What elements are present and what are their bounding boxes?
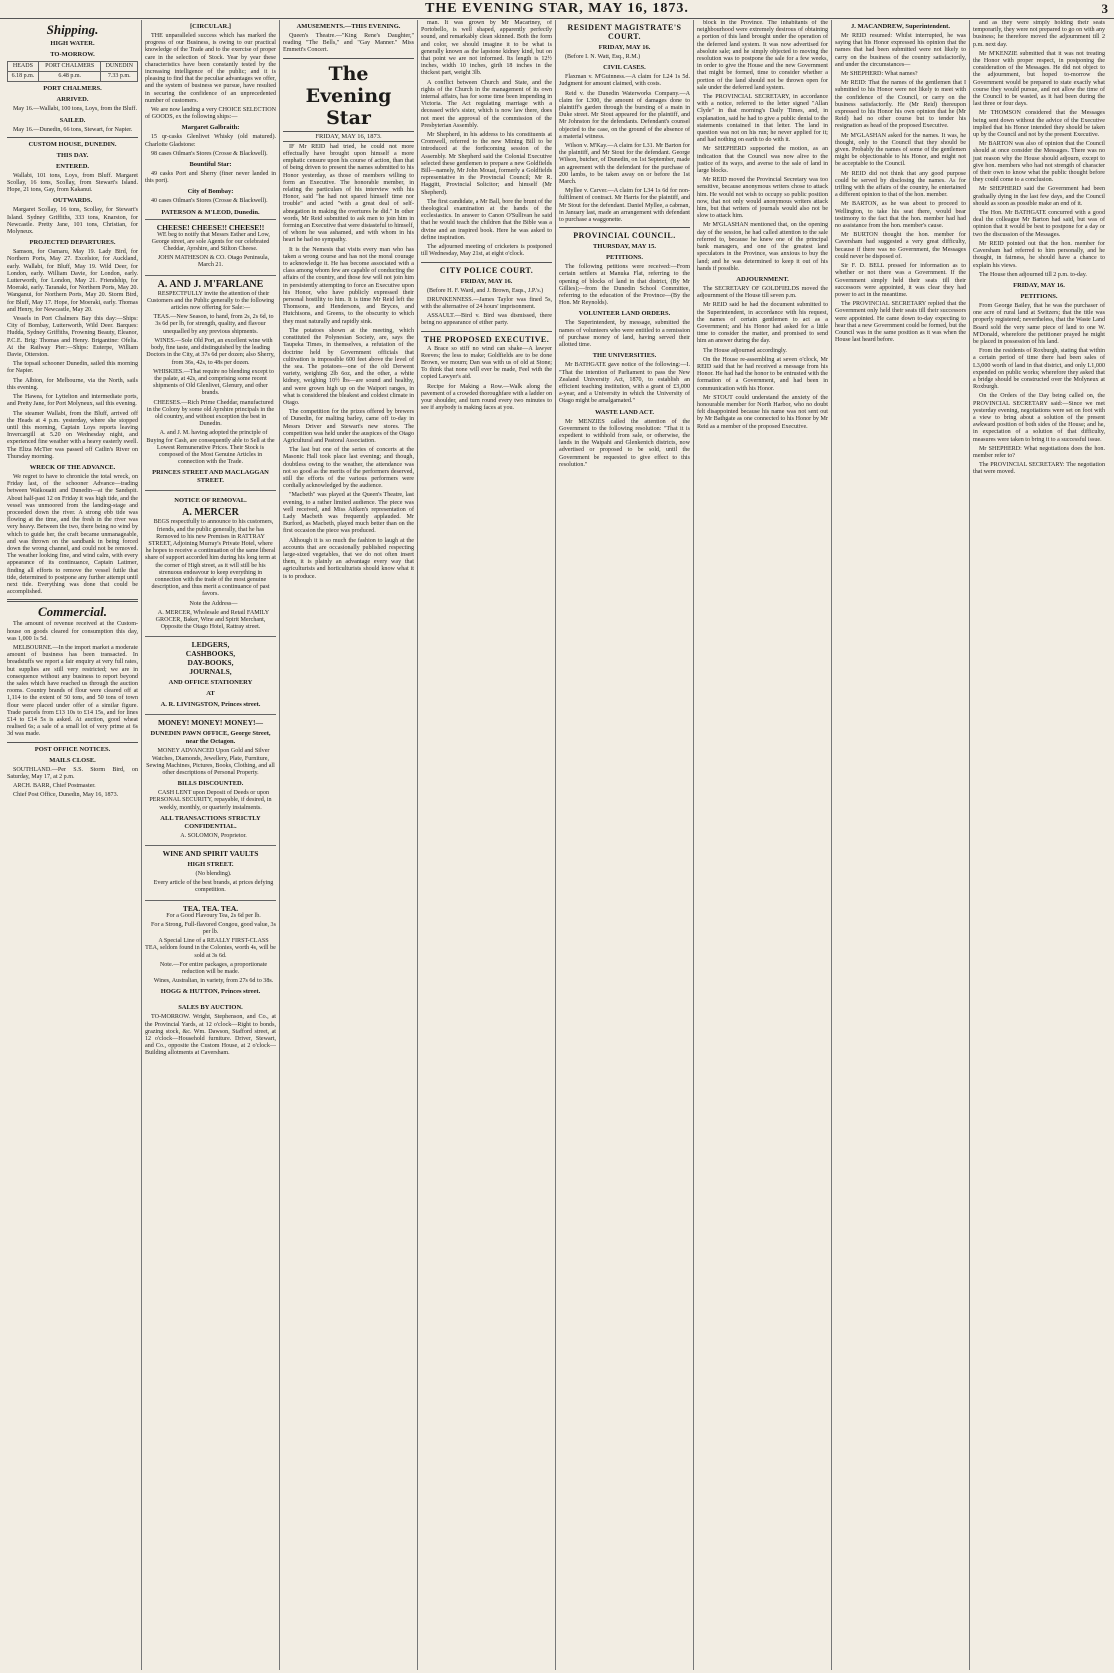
civil-heading: CIVIL CASES. [603,64,646,72]
column-1 [4,20,142,1670]
divider [421,262,552,263]
divider [421,331,552,332]
shipping-heading: Shipping. [46,22,99,37]
projected-heading: PROJECTED DEPARTURES. [29,239,116,247]
cheese-heading: CHEESE! CHEESE!! CHEESE!! [156,222,265,232]
council-paragraph: The PROVINCIAL SECRETARY replied that the Government only held their seats till their successors were appointed. He came down to-day expecting to hear that a new Government could be formed, but the Council was in the same position as it was when the House last heard before. [835,301,966,344]
margaret-heading: Margaret Galbraith: [181,124,240,132]
cellar-text: We are now landing a very CHOICE SELECTION of GOODS, ex the following ships:— [145,107,276,121]
leader-paragraph: IF Mr REID had tried, he could not more effectually have brought upon himself a more emphatic censure upon his course of action, than that of being driven to present the names submitted to his Honor yesterday, as those of members willing to form an Executive. The honorable member, in relating the particulars of his interview with his Honor, said "he had not spared himself time nor trouble" and acted "with a great deal of self-abnegation in making the overtures he did." In other words, Mr Reid submitted to ask men to join him in forming an Executive that were distasteful to himself, of whom he was ashamed, and with whom in his heart he had no sympathy. [283,143,414,244]
recipe-text: Recipe for Making a Row.—Walk along the pavement of a crowded thoroughfare with a ladder on your shoulder, and turn round every two minutes to see if anybody is making faces at you. [421,383,552,412]
tea-line-1: For a Good Flavoury Tea, 2s 6d per lb. [166,912,261,919]
tide-heads-label: HEADS [8,62,39,72]
page-number: 3 [1101,1,1108,16]
petitions-heading: PETITIONS. [1020,292,1058,300]
tea-heading: TEA. TEA. TEA. [182,903,239,913]
sales-heading: SALES BY AUCTION. [178,1004,243,1012]
entered-text: Wallabi, 101 tons, Loys, from Bluff. Margaret Scollay, 16 tons, Scollay, from Stewart's Island. Hope, 21 tons, Gay, from Kakanui. [7,172,138,194]
waste-land-heading: WASTE LAND ACT. [595,408,654,416]
news-paragraph: The adjourned meeting of cricketers is postponed till Wednesday, May 21st, at eight o'clock. [421,244,552,258]
this-day-heading: THIS DAY. [56,151,89,159]
po-date: Chief Post Office, Dunedin, May 16, 1873. [13,792,119,799]
masthead-title: THE EVENING STAR, MAY 16, 1873. [425,1,689,16]
council-paragraph: Mr REID said he had the document submitted to the Superintendent, in accordance with his request, the names of certain gentlemen to act as a Government; and his Honor had asked for a little time to consider the matter, and promised to send him an answer during the day. [697,302,828,345]
ledgers-heading: LEDGERS, [191,640,230,650]
petitions-heading: PETITIONS. [605,254,644,262]
council-paragraph: From the residents of Roxburgh, stating that within a certain period of time there had been sales of L3,000 worth of land in that district, and only L1,000 expended on public works; wherefore they asked that a bridge should be constructed over the Molyneux at Roxburgh. [973,348,1105,391]
at-label: AT [206,690,215,698]
council-paragraph: The House adjourned accordingly. [703,347,787,354]
removal-heading: NOTICE OF REMOVAL. [174,497,247,505]
proprietor-sign: A. SOLOMON, Proprietor. [180,832,247,839]
cheese-ad [145,219,276,275]
port-chalmers-heading: PORT CHALMERS. [43,85,102,93]
confidential-heading: ALL TRANSACTIONS STRICTLY CONFIDENTIAL. [160,814,261,830]
tea-wines: Wines, Australian, in variety, from 27s 6d to 38s. [153,978,274,985]
ledgers-ad [145,636,276,714]
entered-heading: ENTERED. [55,162,90,170]
volunteer-heading: VOLUNTEER LAND ORDERS. [578,310,671,318]
mercer-ad [145,490,276,636]
leader-paragraph: "Macbeth" was played at the Queen's Theatre, last evening, to a rather limited audience. The piece was well received, and Miss Aitken's representation of Lady Macbeth was frequently applauded. Mr Burford, as Macbeth, played much better than on the first occasion the piece was produced. [283,492,414,535]
wreck-heading: WRECK OF THE ADVANCE. [29,463,116,471]
pawn-heading: DUNEDIN PAWN OFFICE, George Street, near the Octagon. [150,730,271,746]
cheese-sign: JOHN MATHESON & CO. Otago Peninsula, March 21. [157,255,270,269]
column-6 [694,20,832,1670]
news-paragraph: The first candidate, a Mr Ball, bore the brunt of the theological examination at the hands of the ecclesiastics. In answer to Canon O'Sullivan he said that he would teach the children that the Bible was a divine and an inspired book. Here he was asked to define inspiration. [421,198,552,241]
council-paragraph: Mr BARTON, as he was about to proceed to Wellington, to take his seat there, would bear testimony to the fact that the hon. member had had no assistance from the hon. member's cause. [835,201,966,230]
column-4 [418,20,556,1670]
tide-heads-time: 6.18 p.m. [8,72,39,82]
bombay-heading: City of Bombay: [187,188,234,196]
council-paragraph: Mr SHEPHERD: What negotiations does the hon. member refer to? [973,445,1105,459]
column-2 [142,20,280,1670]
column-8 [970,20,1108,1670]
note-address: Note the Address— [189,600,238,607]
council-paragraph: Mr REID did not think that any good purpose could be served by disclosing the names. As for trifling with the affairs of the country, he entertained a different opinion to that of the hon. member. [835,170,966,199]
wine-vaults-heading: WINE AND SPIRIT VAULTS [162,849,259,859]
news-paragraph: Mr Shepherd, in his address to his constituents at Cromwell, referred to the new Mining Bill to be introduced at the forthcoming session of the Assembly. Mr Shepherd said the Colonial Executive selected these gentlemen to prepare a new Goldfields Bill—namely, Mr John Mouat, formerly a Goldfields representative in the Provincial Council; Mr R. Haggitt, Provincial Solicitor; and himself (Mr Shepherd). [421,132,552,196]
leader-paragraph: The competition for the prizes offered by brewers of Dunedin, for malting barley, came off to-day in Messrs Driver and Stewart's new stores. The competition was held under the auspices of the Otago Agricultural and Pastoral Association. [283,409,414,444]
council-paragraph: The House then adjourned till 2 p.m. to-day. [979,271,1087,278]
bountiful-heading: Bountiful Star: [189,161,232,169]
column-3 [280,20,418,1670]
money-text: MONEY ADVANCED Upon Gold and Silver Watches, Diamonds, Jewellery, Plate, Furniture, Sewing Machines, Pictures, Books, Clothing, and all other descriptions of Personal Property. [146,748,275,776]
column-5 [556,20,694,1670]
no-blending: (No blending). [195,871,232,878]
tea-line-3: A Special Line of a REALLY FIRST-CLASS TEA, seldom found in the Colonies, worth 4s, will be sold at 3s 6d. [145,938,276,959]
mails-close-heading: MAILS CLOSE. [49,756,96,764]
rm-case: Wilson v. M'Kay.—A claim for L31. Mr Barton for the plaintiff, and Mr Stout for the defendant. George Wilson, butcher, of Dunedin, on 1st September, made an agreement with the defendant for the purchase of 200 lambs, to be taken away on or before the 1st March. [559,143,690,186]
circular-text: THE unparalleled success which has marked the progress of our Business, is owing to our practical knowledge of the Trade and to the exercise of proper care in the selection of Stock. Year by year these characteristics have been constantly tested by the increasing intelligence of the public; and it is pleasing to find that the peculiar advantages we offer, and the system of business we pursue, have resulted in securing the confidence of an unprecedented number of customers. [145,33,276,104]
column-7 [832,20,970,1670]
every-article: Every article of the best brands, at prices defying competition. [153,880,274,894]
mercer-heading: A. MERCER [182,507,239,519]
petitions-text: The following petitions were received:—From certain settlers at Manuka Flat, referring to the opening of blocks of land in that district, (By Mr Gillies);—from the Dunedin School Committee, referring to the education of the Province—(By the Hon. Mr Reynolds). [559,264,690,307]
police-date: FRIDAY, MAY 16. [460,277,513,285]
council-paragraph: The PROVINCIAL SECRETARY: The negotiation that were moved. [973,462,1105,476]
revenue-text: The amount of revenue received at the Custom-house on goods cleared for consumption this day, was 1,000 1s 5d. [7,621,138,642]
divider [559,227,690,228]
sailed-heading: SAILED. [59,116,86,124]
margaret-items: 15 qr-casks Glenlivet Whisky (old matured). Charlotte Gladstone: [145,134,276,148]
albion-text: The Albion, for Melbourne, via the North, sails this evening. [7,377,138,391]
mercer-text: BEGS respectfully to announce to his customers, friends, and the public generally, that he has Removed to his new Premises in RATTRAY STREET, Adjoining Murray's Private Hotel, where he hopes to receive a continuation of the same liberal share of support accorded him during his long term at the corner of High street, as it will still be his strenuous endeavour to keep everything in connection with the trade of the most genuine description, and thus merit a continuance of past favors. [145,519,276,598]
police-heading: CITY POLICE COURT. [439,265,534,275]
council-paragraph: Mr REID resumed: Whilst interrupted, he was saying that his Honor expressed his opinion that the names that had been submitted were not likely to carry on the business of the country satisfactorily, and under the circumstances— [835,33,966,68]
police-case: ASSAULT.—Bird v. Bird was dismissed, there being no appearance of either party. [421,313,552,327]
bombay-items: 40 cases Oilman's Stores (Crosse & Blackwell). [151,198,268,205]
proposed-heading: THE PROPOSED EXECUTIVE. [423,334,550,344]
melbourne-text: MELBOURNE.—In the import market a moderate amount of business has been transacted. In breadstuffs we report a fair enquiry at very full rates, but supplies are still very restricted; we are in consequence without any business to report beyond the sales which have reached us through the auction rooms. Country brands of flour were cleared off at 1,114 to the extent of 50 tons, and 50 tons of town flour were placed under offer of a similar figure. Trade parcels from £13 10s to £14 15s, and for lines £14 to £14 5s is asked. At auction, good wheat realised 6s; a sale of a small lot of very prime at 6s 3d was made. [7,644,138,738]
office-heading: AND OFFICE STATIONERY [168,679,253,687]
rm-date: FRIDAY, MAY 16. [598,44,651,51]
tomorrow-heading: TO-MORROW. [50,51,95,58]
outwards-heading: OUTWARDS. [52,197,93,205]
tide-port-time: 6.48 p.m. [38,72,101,82]
journals-heading: JOURNALS, [189,667,232,677]
tide-dunedin-time: 7.33 p.m. [101,72,138,82]
council-paragraph: Mr REID moved the Provincial Secretary was too sensitive, because anonymous writers chose to attack him. He would not wish to occupy so public position now, that not only would anonymous writers attack him, but that writers of journals would also not be slow to attack him. [697,177,828,220]
whiskies-text: WHISKIES.—That require no blending except to the palate, at 42s, and comprising some recent shipments of Old Glenlivet, Glenury, and other brands. [153,368,274,397]
hawea-text: The Hawea, for Lyttelton and intermediate ports, and Pretty Jane, for Port Molyneux, sail this evening. [7,394,138,408]
tide-port-label: PORT CHALMERS [38,62,101,72]
topsail-text: The topsail schooner Dunedin, sailed this morning for Napier. [7,361,138,375]
adjournment-heading: ADJOURNMENT. [736,275,789,283]
sales-text: TO-MORROW. Wright, Stephenson, and Co., at the Provincial Yards, at 12 o'clock—Right to bonds, grazing stock, &c. Wm. Dawson, Stafford street, at 12 o'clock—Household furniture. Driver, Stewart, and Co., opposite the Custom House, at 2 o'clock—Building allotments at Caversham. [145,1014,276,1057]
macfarlane-heading: A. AND J. M'FARLANE [157,278,264,290]
wallabi-text: The steamer Wallabi, from the Bluff, arrived off the Heads at 4 p.m. yesterday, where she stopped until this morning, Captain Loys reports leaving Invercargill at 5.20 on Wednesday night, and experienced fine weather with a heavy easterly swell. The Eliza McTier was passed off Catlin's River on Thursday morning. [7,410,138,460]
news-paragraph: A conflict between Church and State, and the rights of the Church in the management of its own internal affairs, has for some time been impending in Victoria. The Act regulating marriage with a deceased wife's sister, which is now law there, does not meet the approval of the commission of the Presbyterian Assembly. [421,79,552,129]
livingston-sign: A. R. LIVINGSTON, Princes street. [160,701,261,709]
divider [283,58,414,59]
arrived-heading: ARRIVED. [56,96,89,104]
amusements-heading: AMUSEMENTS.—THIS EVENING. [296,23,401,30]
tide-dunedin-label: DUNEDIN [101,62,138,72]
postmaster-sign: ARCH. BARR, Chief Postmaster. [13,783,96,790]
police-case: DRUNKENNESS.—James Taylor was fined 5s, with the alternative of 24 hours' imprisonment. [421,296,552,310]
cash-lent-text: CASH LENT upon Deposit of Deeds or upon PERSONAL SECURITY, repayable, if desired, in weekly, monthly, or quarterly instalments. [149,790,272,811]
universities-heading: THE UNIVERSITIES. [592,352,657,360]
council-paragraph: Mr M'GLASHAN asked for the names. It was, he thought, only to the Council that they should be given. Probably the names of some of the gentlemen might be objectionable to his Honor, and might not be acceptable to the Council. [835,132,966,168]
circular-heading: [CIRCULAR.] [190,23,231,30]
leader-paragraph: It is the Nemesis that visits every man who has taken a wrong course and has not the moral courage to acknowledge it. He has become associated with a class among whom few are capable of conducting the affairs of the country, and those few will not join him in persistently attempting to force an Executive upon his Honor, who have publicly expressed their personal hostility to him. It is time Mr Reid left the Thomsons, and Hendersons, and Bryces, and Hutchisons, and Greens, to the obscurity to which they must naturally and rapidly sink. [283,246,414,325]
council-paragraph: Mr THOMSON considered that the Messages being sent down without the advice of the Executive implied that his Honor intended they should be taken up by the Council and not by the present Executive. [973,110,1105,139]
mercer-sign: A. MERCER, Wholesale and Retail FAMILY GROCER, Baker, Wine and Spirit Merchant, Opposite the Otago Hotel, Rattray street. [155,609,270,631]
council-paragraph: The Hon. Mr BATHGATE concurred with a good deal the colleague Mr Barton had said, but was of opinion that it would be best to postpone for a day or two the discussion of the Messages. [973,210,1105,238]
volunteer-text: The Superintendent, by message, submitted the names of volunteers who were entitled to a remission of purchase money of land, having served their allotted time. [559,320,690,349]
rm-court-heading: RESIDENT MAGISTRATE'S COURT. [567,23,682,41]
council-paragraph: On the Orders of the Day being called on, the PROVINCIAL SECRETARY said:—Since we met yesterday evening, negotiations were set on foot with a view to bring about a solution of the present awkward position of both sides of the House; and he, in expectation of a solution of that difficulty, measures were taken to bring it to a successful issue. [973,393,1105,443]
council-paragraph: Mr M'KENZIE submitted that it was not treating the Honor with proper respect, in postponing the consideration of the Messages. He did not object to the adjournment, but hoped to-morrow the Government would be prepared to state exactly what course they would pursue, and not allow the time of the Council to be wasted, as it had been during the last three or four days. [973,50,1105,108]
money-ad [145,714,276,845]
high-street-heading: HIGH STREET. [187,861,234,869]
wines-text: WINES.—Sole Old Port, an excellent wine with body, fine taste, and distinguished by the leading Doctors in the City, at 37s 6d per dozen; also Sherry, from 36s, 42s, to 48s per dozen. [146,337,275,366]
teas-text: TEAS.—New Season, to hand, from 2s, 2s 6d, to 3s 6d per lb, for strength, quality, and flavour unequalled by any previous shipments. [153,314,274,335]
outwards-text: Margaret Scollay, 16 tons, Scollay, for Stewart's Island. Sydney Griffiths, 333 tons, Knarston, for Newcastle. Pretty Jane, 101 tons, Christian, for Molyneux. [7,207,138,236]
macfarlane-ad [145,275,276,491]
bountiful-items: 49 casks Port and Sherry (finer never landed in this port). [145,171,276,185]
projected-text: Samson, for Oamaru, May 19. Lady Bird, for Northern Ports, May 27. Excelsior, for Auckland, early. Wallabi, for Bluff, May 19. Wild Deer, for London, early. William Davie, for London, early. Lutterworth, for London, May 21. Friendship, for Moeraki, early. Taranaki, for Northern Ports, May 20. Wanganui, for Northern Ports, May 20. Storm Bird, for Bluff, May 17. Hope, for Moeraki, early. Thomas and Henry, for Newcastle, May 20. [7,249,138,313]
superintendent-sign: J. MACANDREW, Superintendent. [851,23,950,30]
rm-bench: (Before I. N. Watt, Esq., R.M.) [565,54,641,60]
high-water-heading: HIGH WATER. [50,40,95,47]
wine-vaults-ad [145,845,276,900]
council-paragraph: Mr STOUT could understand the anxiety of the honourable member for North Harbor, who no doubt felt disappointed because his name was not sent out by Mr Bathgate as one connected to his Honor by Mr Reid as a member of the proposed Executive. [697,394,828,430]
commercial-heading: Commercial. [38,604,107,620]
council-paragraph: Mr M'GLASHAN mentioned that, on the opening day of the session, he had called attention to the sale referred to, because he knew one of the principal bank managers, and one of the greatest land speculators in the Province, was anxious to buy the land; and he was determined to keep it out of his hands if possible. [697,222,828,272]
police-bench: (Before H. F. Ward, and J. Brown, Esqs., J.P.'s.) [427,287,544,294]
daybooks-heading: DAY-BOOKS, [187,658,234,668]
council-paragraph: and as they were simply holding their seats temporarily, they were not prepared to go on with any business; he therefore moved the adjournment till 2 p.m. next day. [973,20,1105,48]
council-paragraph: Mr BURTON thought the hon. member for Caversham had suggested a very great difficulty, because if there was no Government, the Messages could never be disposed of. [835,232,966,260]
southland-text: SOUTHLAND.—Per S.S. Storm Bird, on Saturday, May 17, at 2 p.m. [7,766,138,780]
waste-land-text: Mr MENZIES called the attention of the Government to the following resolution: "That it is expedient to withhold from sale, or otherwise, the lands in the Waipahi and Glenkenich districts, now advertised or proposed to be sold, until the Government be requested to give effect to this resolution." [559,418,690,468]
rm-case: Reid v. the Dunedin Waterworks Company.—A claim for L300, the amount of damages done to plaintiff's garden through the bursting of a main in Duke street. Mr Stout appeared for the plaintiff, and Mr Johnston for the defendants. Defendant's counsel objected to the case, on the ground of the absence of a material witness. [559,90,690,140]
divider [7,599,138,602]
council-paragraph: On the House re-assembling at seven o'clock, Mr REID said that he had received a message from his Honor. He had had the honor to be entrusted with the formation of a Government, and had been in communication with his Honor. [697,356,828,392]
council-paragraph: block in the Province. The inhabitants of the neighbourhood were extremely desirous of obtaining a portion of this land brought under the operation of the deferred land system. It was now advertised for absolute sale; and he simply objected to moving the resolution was to postpone the sale for a few weeks, in order to give the House and the new Government that might be formed, time to consider whether a portion of the land should not be thrown open for sale under the deferred land system. [697,20,828,91]
columns [4,20,1110,1670]
council-paragraph: Mr SHEPHERD: What names? [841,71,918,78]
leader-paragraph: The potatoes shown at the meeting, which constituted the Polynesian Society, are, says the Taupeka Times, in themselves, a refutation of the doctrine held by Government officials that cultivation is impossible 600 feet above the level of the sea. The potatoes—one of the old Derwent variety, weighing 2lb 6oz, and the other, a white kidney, weighing 10½ lbs—are sound and healthy, and were grown high up on the Waipori ranges, in what is considered the bleakest and coldest climate in Otago. [283,327,414,406]
leader-paragraph: The last but one of the series of concerts at the Masonic Hall took place last evening; and though, doubtless owing to the weather, the attendance was not so good as the merits of the performers deserved, still the efforts of the various performers were cordially acknowledged by the audience. [283,447,414,490]
aj-note: A. and J. M. having adopted the principle of Buying for Cash, are consequently able to Sell at the Lowest Remunerative Prices. Their Stock is composed of the Most Genuine Articles in connection with the Trade. [146,430,275,466]
news-paragraph: man. It was grown by Mr Macartney, of Portobello, is well shaped, apparently perfectly sound, and remarkably clean skinned. Both the form and color, we should imagine it to be what is generally known as the lapstone kidney kind, but on that point we are not informed. Its length is 12½ inches, width 10 inches, girth 18 inches in the thickest part, weight 3lb. [421,20,552,77]
cheeses-text: CHEESES.—Rich Prime Cheddar, manufactured in the Colony by some old Ayrshire principals in the old country, and without exception the best in Dunedin. [146,399,275,428]
council-paragraph: Sir F. D. BELL pressed for information as to whether or not there was a Government. If the Government simply held their seats till their successors were appointed, it was clear they had power to act in the meantime. [835,263,966,298]
council-paragraph: The PROVINCIAL SECRETARY, in accordance with a notice, referred to the letter signed "Allan Clyde" in that morning's Daily Times, and, in explanation, said he had to give a public denial to the statements contained in that letter. The land in question was not on his run; he never applied for it; and had nothing on earth to do with it. [697,94,828,144]
cases-text: 98 cases Oilman's Stores (Crosse & Blackwell). [151,150,268,157]
council-paragraph: Mr SHEPHERD supported the motion, as an indication that the Council was now alive to the justice of its ways, and averse to the sale of land in large blocks. [697,146,828,175]
council-paragraph: Mr SHEPHERD said the Government had been gradually dying in the last few days, and the Council should as soon as possible make an end of it. [973,186,1105,207]
council-paragraph: Mr REID pointed out that the hon. member for Caversham had referred to him personally, and he thought, in fairness, he should have a chance to explain his views. [973,240,1105,269]
wreck-text: We regret to have to chronicle the total wreck, on Friday last, of the schooner Advance—trading between Waikouaiti and Dunedin—at the Sandspit. About half-past 12 on Friday it was high tide, and the vessel was unmoored from the landing-stage and proceeded down the river. A strong ebb tide was flowing at the time, and the fresh in the river was very heavy. Between the two, there being no wind by which to guide her, the craft became unmanageable, and was thrown on the sandbank in being forced down the wrong channel, and could not be removed. The weather looking fine, and wind calm, with every appearance of its continuance, Captain Latimer, finding all efforts to remove the vessel futile that tide, determined to postpone any further attempt until next tide. Everything was done that could be accomplished. [7,473,138,596]
cashbooks-heading: CASHBOOKS, [185,649,236,659]
provincial-council-heading: PROVINCIAL COUNCIL. [573,231,676,241]
council-paragraph: Mr BARTON was also of opinion that the Council should at once consider the Messages. There was no just reason why the House should adjourn, except to give hon. members who had not strength of character of their own to know what the public thought before they could come to a conclusion. [973,141,1105,184]
friday-heading: FRIDAY, MAY 16. [1013,281,1065,289]
princes-heading: PRINCES STREET AND MACLAGGAN STREET. [152,469,269,485]
tea-line-2: For a Strong, Full-flavored Congou, good value, 3s per lb. [151,921,276,936]
rm-case: Flaxman v. M'Guinness.—A claim for L24 1s 5d. Judgment for amount claimed, with costs. [559,74,690,88]
vessels-text: Vessels in Port Chalmers Bay this day:—Ships: City of Bombay, Lutterworth, Wild Deer. Barques: Hudda, Sydney Griffiths, Frowning Beauty, Eleanor, P.C.E. Brig: Thomas and Henry. Brigantine: Ofelia. At the Railway Pier:—Ships: Euterpe, William Davie, Otterston. [7,316,138,359]
council-paragraph: The SECRETARY OF GOLDFIELDS moved the adjournment of the House till seven p.m. [697,285,828,300]
provincial-date: THURSDAY, MAY 15. [593,243,656,251]
tea-ad [145,900,276,1002]
money-heading: MONEY! MONEY! MONEY!— [158,718,263,728]
sailed-text: May 16.—Dunedin, 66 tons, Stewart, for Napier. [13,126,133,133]
paterson-sign: PATERSON & M'LEOD, Dunedin. [161,208,260,216]
universities-text: Mr BATHGATE gave notice of the following:—I. "That the intention of Parliament to pass the New Zealand University Act, 1870, to establish an efficient teaching institution, with a grant of £3,000 a-year, and a University in which the University of Otago might be amalgamated." [559,362,690,405]
rm-case: Myllee v. Carver.—A claim for L34 1s 6d for non-fulfilment of contract. Mr Harris for the plaintiff, and Mr Stout for the defendant. Daniel Myllee, a cabman, in January last, made an arrangement with defendant to purchase a waggonette. [559,188,690,224]
tide-table [7,61,138,82]
post-office-heading: POST OFFICE NOTICES. [34,745,111,753]
cheese-text: WE beg to notify that Messrs Esther and Low, George street, are sole Agents for our celebrated Cheddar, Ayrshire, and Stilton Cheese. [151,231,270,253]
paper-flag: The Evening Star [305,62,392,129]
bills-heading: BILLS DISCOUNTED. [177,780,244,788]
customs-heading: CUSTOM HOUSE, DUNEDIN. [28,140,117,148]
hogg-sign: HOGG & HUTTON, Princes street. [160,988,261,996]
proposed-poem: A Brace so stiff no wind can shake—A lawyer Reeves; the less to make; Goldfields are to be done Brown, we mourn; Dan was with us of old at Stone; To think that none will ever be made, Feel with the copied Lawyer's aid. [421,345,552,381]
divider [7,137,138,138]
tea-note: Note.—For entire packages, a proportionate reduction will be made. [159,961,268,976]
council-paragraph: Mr REID: That the names of the gentlemen that I submitted to his Honor were not likely to meet with the confidence of the Council, or carry on the business satisfactorily. He (Mr Reid) thereupon expressed to his Honor his own opinion that he (Mr Reid) had no other course but to tender his resignation as head of the proposed Executive. [835,80,966,130]
dateline: FRIDAY, MAY 16, 1873. [283,131,414,142]
arrived-text: May 16.—Wallabi, 100 tons, Loys, from the Bluff. [13,106,137,113]
macfarlane-text: RESPECTFULLY invite the attention of their Customers and the Public generally to the following articles now offering for Sale:— [146,290,275,312]
divider [7,742,138,743]
masthead [0,0,1114,19]
council-paragraph: From George Bailey, that he was the purchaser of one acre of rural land at Switzers; that the title was properly registered; nevertheless, that the Waste Land Board sold the very same piece of land to one W. M'Donald, wherefore the petitioner prayed he might be placed in possession of his land. [973,302,1105,345]
amusements-text: Queen's Theatre.—"King Rene's Daughter," reading "The Bells," and "Gay Manner." Miss Emmett's Concert. [283,33,414,54]
leader-paragraph: Although it is so much the fashion to laugh at the accounts that are occasionally published respecting large-sized vegetables, that we do not often insert them, it is plainly an advantage every way that agriculturists and horticulturists should know what it is to produce. [283,537,414,580]
